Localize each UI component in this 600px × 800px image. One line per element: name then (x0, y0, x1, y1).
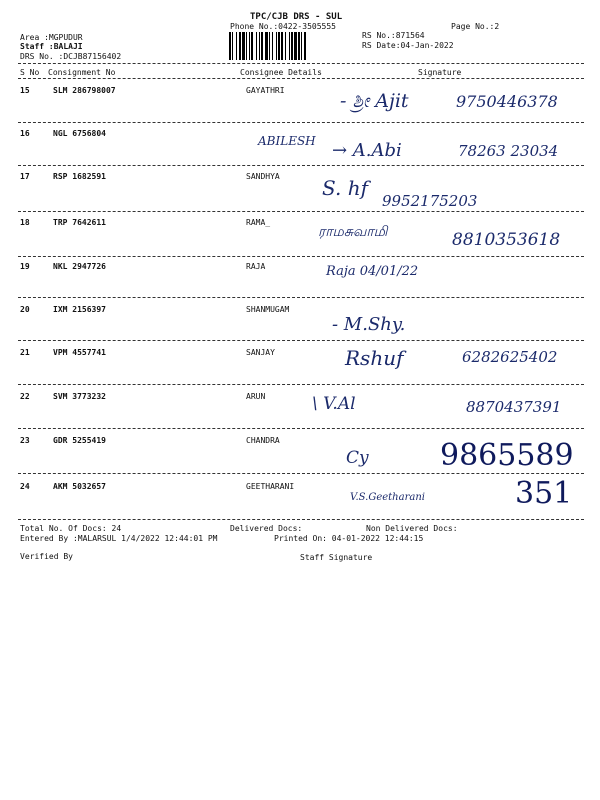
handwritten-phone: 351 (515, 476, 573, 511)
row-consignment: VPM 4557741 (53, 348, 106, 357)
row-consignee: GEETHARANI (246, 482, 295, 491)
row-sno: 17 (20, 172, 30, 181)
row-consignee: RAJA (246, 262, 266, 271)
row-divider (18, 340, 584, 341)
handwritten-signature: - ಶ್ರೀ Ajit (340, 90, 409, 112)
handwritten-phone: 9865589 (440, 438, 574, 473)
column-header-consignment: Consignment No (48, 68, 116, 77)
row-sno: 22 (20, 392, 30, 401)
row-sno: 24 (20, 482, 30, 491)
row-consignment: SLM 286798007 (53, 86, 116, 95)
row-consignee: ARUN (246, 392, 266, 401)
column-header-signature: Signature (418, 68, 462, 77)
divider (18, 78, 584, 79)
handwritten-signature: ராமசுவாமி (318, 224, 388, 240)
row-sno: 20 (20, 305, 30, 314)
row-consignment: RSP 1682591 (53, 172, 106, 181)
row-consignee: SANDHYA (246, 172, 280, 181)
handwritten-signature: - M.Shy. (332, 314, 406, 335)
printed-on: Printed On: 04-01-2022 12:44:15 (274, 534, 424, 543)
row-consignment: AKM 5032657 (53, 482, 106, 491)
row-sno: 15 (20, 86, 30, 95)
verified-by: Verified By (20, 552, 73, 561)
handwritten-phone: 9750446378 (456, 92, 558, 111)
rs-number: RS No.:871564 (362, 31, 425, 40)
row-consignee: SANJAY (246, 348, 275, 357)
document-title: TPC/CJB DRS - SUL (250, 12, 343, 22)
handwritten-phone: 8810353618 (452, 230, 561, 250)
non-delivered-docs: Non Delivered Docs: (366, 524, 458, 533)
row-divider (18, 519, 584, 520)
handwritten-name: ABILESH (258, 134, 316, 148)
area-label: Area :MGPUDUR (20, 33, 83, 42)
delivered-docs: Delivered Docs: (230, 524, 303, 533)
row-consignee: RAMA_ (246, 218, 271, 227)
row-consignment: NKL 2947726 (53, 262, 106, 271)
drs-number: DRS No. :DCJB87156402 (20, 52, 122, 61)
row-divider (18, 473, 584, 474)
barcode-bar (306, 32, 307, 60)
row-sno: 18 (20, 218, 30, 227)
row-consignee: CHANDRA (246, 436, 280, 445)
divider (18, 63, 584, 64)
row-divider (18, 297, 584, 298)
row-divider (18, 256, 584, 257)
phone-number: Phone No.:0422-3505555 (230, 22, 336, 31)
entered-by: Entered By :MALARSUL 1/4/2022 12:44:01 PM (20, 534, 218, 543)
handwritten-signature: S. hf (322, 176, 368, 200)
row-sno: 19 (20, 262, 30, 271)
total-docs: Total No. Of Docs: 24 (20, 524, 122, 533)
handwritten-signature: Cy (346, 448, 369, 468)
handwritten-signature: \ V.Al (312, 394, 356, 414)
row-divider (18, 428, 584, 429)
handwritten-phone: 8870437391 (466, 398, 562, 416)
row-sno: 16 (20, 129, 30, 138)
row-sno: 21 (20, 348, 30, 357)
row-consignee: GAYATHRI (246, 86, 285, 95)
rs-date: RS Date:04-Jan-2022 (362, 41, 454, 50)
handwritten-phone: 78263 23034 (458, 142, 559, 160)
row-divider (18, 165, 584, 166)
handwritten-signature: Raja 04/01/22 (326, 264, 419, 279)
page-number: Page No.:2 (451, 22, 500, 31)
handwritten-phone: 9952175203 (382, 192, 478, 210)
staff-label: Staff :BALAJI (20, 42, 83, 51)
column-header-sno: S No (20, 68, 40, 77)
row-divider (18, 384, 584, 385)
row-consignment: NGL 6756804 (53, 129, 106, 138)
row-consignment: SVM 3773232 (53, 392, 106, 401)
handwritten-signature: V.S.Geetharani (350, 492, 425, 503)
row-consignee: SHANMUGAM (246, 305, 290, 314)
row-consignment: IXM 2156397 (53, 305, 106, 314)
staff-signature: Staff Signature (300, 553, 373, 562)
handwritten-signature: Rshuf (345, 346, 404, 370)
row-sno: 23 (20, 436, 30, 445)
row-consignment: GDR 5255419 (53, 436, 106, 445)
row-divider (18, 211, 584, 212)
barcode (229, 32, 355, 60)
column-header-consignee: Consignee Details (240, 68, 322, 77)
handwritten-phone: 6282625402 (462, 348, 558, 366)
row-divider (18, 122, 584, 123)
row-consignment: TRP 7642611 (53, 218, 106, 227)
handwritten-signature: → A.Abi (332, 140, 402, 161)
